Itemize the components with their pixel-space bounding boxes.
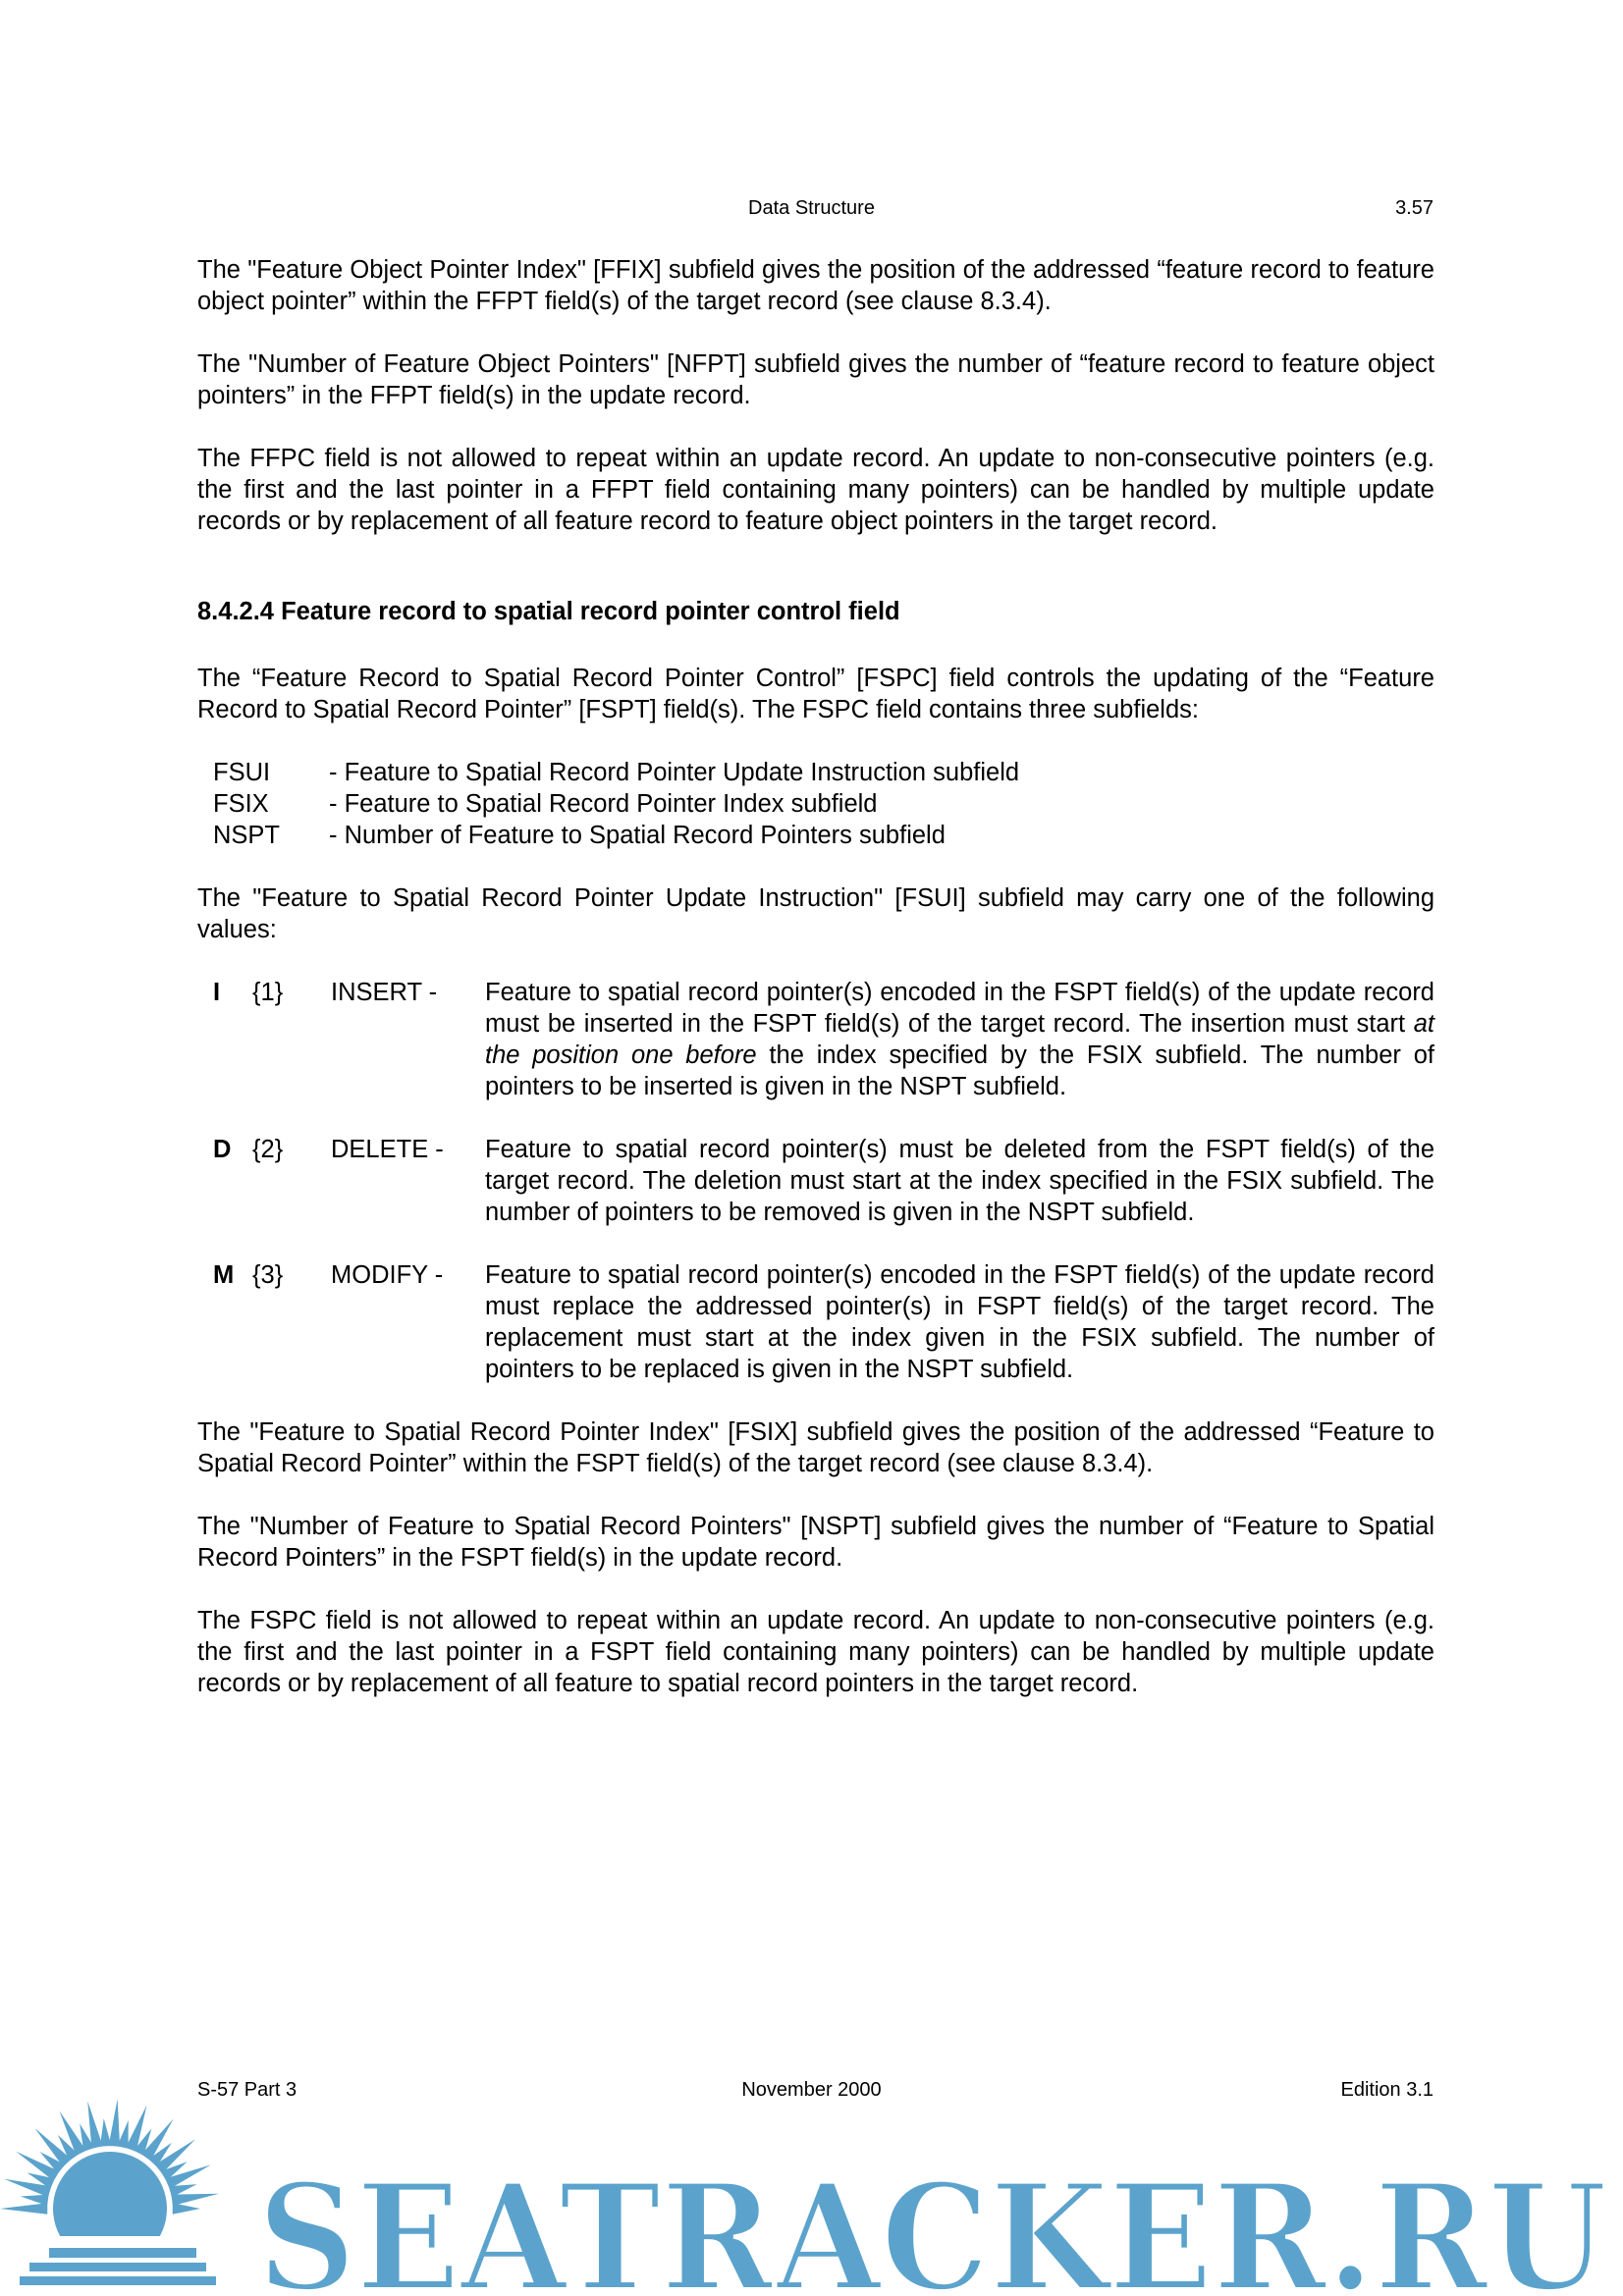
value-name: MODIFY - [331,1261,444,1289]
emphasis-text: at the position one before [485,1010,1434,1069]
page-number: 3.57 [1395,197,1434,219]
paragraph-fspc-repeat: The FSPC field is not allowed to repeat within an update record. An update to non-consecutive pointers (e.g. the first and the last pointer in a FSPT field containing many pointers) can be handled by multiple update records or by replacement of all feature to spatial record pointers in the target record. [197,1607,1434,1697]
paragraph-ffpc-repeat: The FFPC field is not allowed to repeat within an update record. An update to non-consecutive pointers (e.g. the first and the last pointer in a FFPT field containing many pointers) can be handled by multiple update records or by replacement of all feature record to feature object pointers in the target record. [197,445,1434,535]
sun-ray [171,2194,219,2206]
subfield-code: NSPT [213,822,281,849]
subfield-description: - Feature to Spatial Record Pointer Update Instruction subfield [329,759,1020,786]
paragraph-fsui-values-intro: The "Feature to Spatial Record Pointer Update Instruction" [FSUI] subfield may carry one of the following values: [197,884,1434,943]
footer-document-id: S-57 Part 3 [197,2079,298,2101]
value-letter: M [213,1261,235,1289]
value-number: {3} [252,1261,284,1289]
value-name: DELETE - [331,1136,444,1163]
value-description: Feature to spatial record pointer(s) must be deleted from the FSPT field(s) of the target record. The deletion must start at the index specified in the FSIX subfield. The number of pointers to be removed is given in the NSPT subfield. [485,1136,1434,1226]
value-description: Feature to spatial record pointer(s) encoded in the FSPT field(s) of the update record must replace the addressed pointer(s) in FSPT field(s) of the target record. The replacement must start at the index given in the FSIX subfield. The number of pointers to be replaced is given in the NSPT subfield. [485,1261,1434,1383]
sun-logo-icon [0,2099,226,2296]
paragraph-ffix: The "Feature Object Pointer Index" [FFIX] subfield gives the position of the addressed “feature record to feature object pointer” within the FFPT field(s) of the target record (see clause 8.3.4). [197,256,1434,315]
footer-date: November 2000 [741,2079,882,2101]
value-letter: I [213,979,221,1006]
sun-ray [109,2099,120,2147]
subfield-code: FSIX [213,790,269,818]
value-letter: D [213,1136,232,1163]
section-heading [197,598,900,626]
value-name: INSERT - [331,979,438,1006]
watermark-text: SEATRACKER.RU [257,2152,1607,2296]
footer-edition: Edition 3.1 [1340,2079,1434,2101]
paragraph-fsix: The "Feature to Spatial Record Pointer Index" [FSIX] subfield gives the position of the addressed “Feature to Spatial Record Pointer” within the FSPT field(s) of the target record (see clause 8.3.4). [197,1418,1434,1477]
subfield-description: - Feature to Spatial Record Pointer Index subfield [329,790,878,818]
section-number: 8.4.2.4 [197,598,274,625]
paragraph-nfpt: The "Number of Feature Object Pointers" [NFPT] subfield gives the number of “feature record to feature object pointers” in the FFPT field(s) in the update record. [197,350,1434,409]
paragraph-nspt: The "Number of Feature to Spatial Record Pointers" [NSPT] subfield gives the number of “Feature to Spatial Record Pointers” in the FSPT field(s) in the update record. [197,1513,1434,1572]
value-description: Feature to spatial record pointer(s) encoded in the FSPT field(s) of the update record must be inserted in the FSPT field(s) of the target record. The insertion must start at the position one before the index specified by the FSIX subfield. The number of pointers to be inserted is given in the NSPT subfield. [485,979,1434,1100]
sun-ray [173,2203,200,2215]
running-header-title: Data Structure [748,197,875,219]
value-number: {2} [252,1136,284,1163]
paragraph-fspc-intro: The “Feature Record to Spatial Record Pointer Control” [FSPC] field controls the updating of the “Feature Record to Spatial Record Pointer” [FSPT] field(s). The FSPC field contains three subfields: [197,665,1434,723]
subfield-description: - Number of Feature to Spatial Record Pointers subfield [329,822,946,849]
sun-ray [0,2203,47,2215]
value-number: {1} [252,979,284,1006]
sun-ray [21,2195,49,2206]
subfield-code: FSUI [213,759,271,786]
section-title: Feature record to spatial record pointer control field [281,598,900,625]
seatracker-watermark [0,2061,1623,2296]
